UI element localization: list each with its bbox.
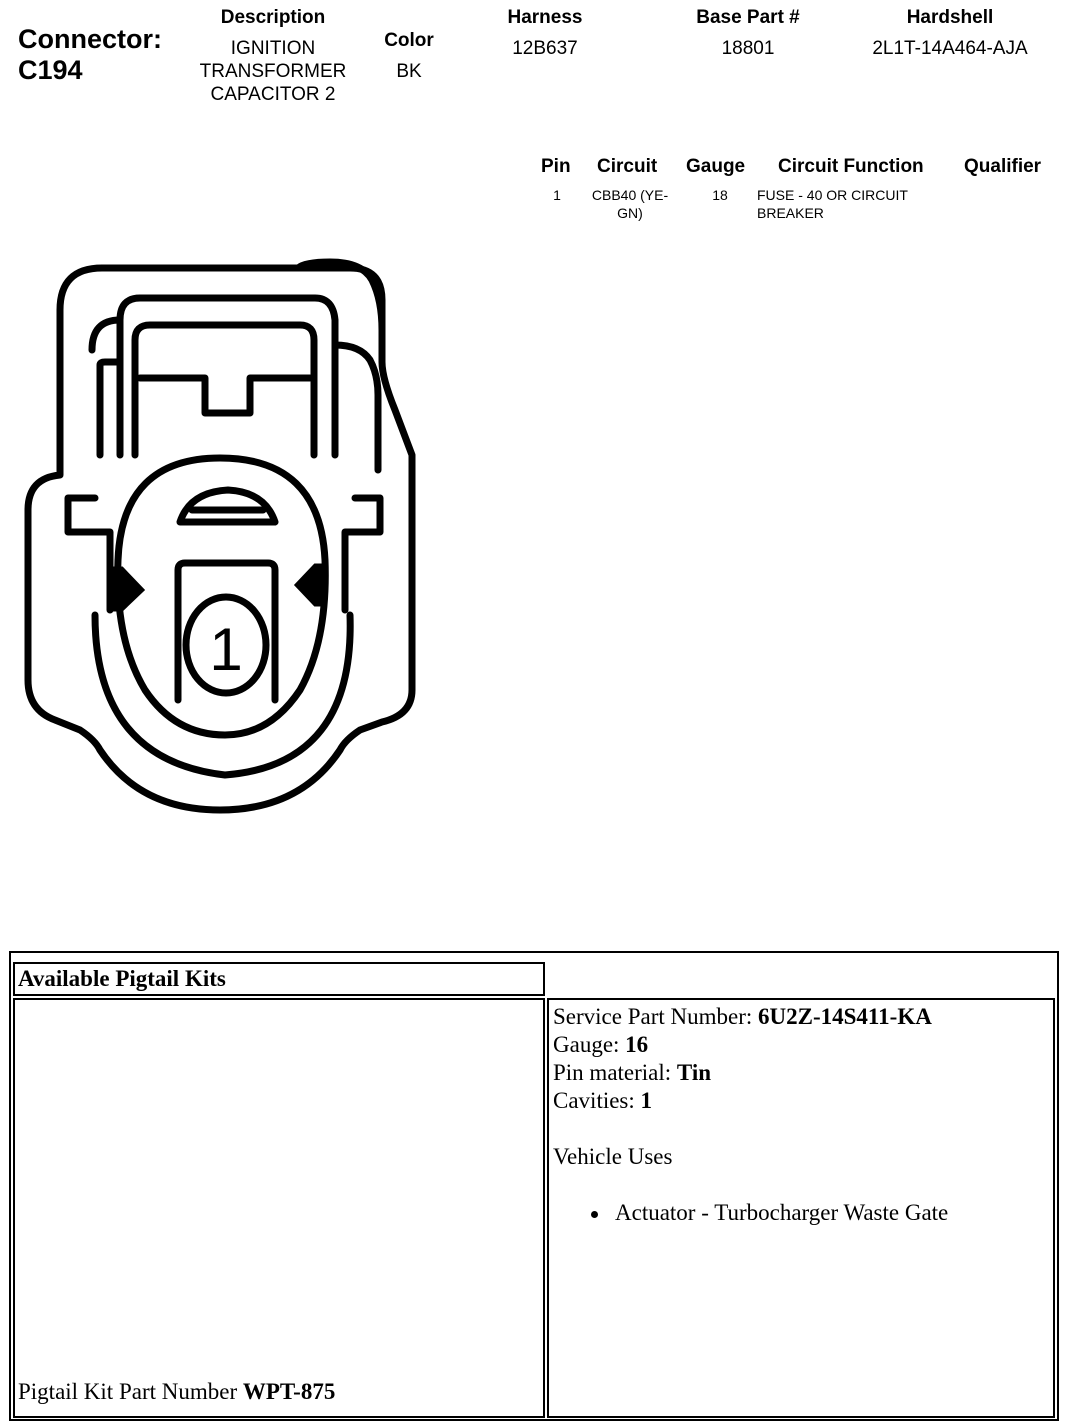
service-label: Service Part Number: (553, 1004, 759, 1029)
service-value: 6U2Z-14S411-KA (758, 1004, 932, 1029)
right-polarity-marker (296, 565, 325, 605)
circuit-header: Circuit (597, 156, 658, 177)
hardshell-value: 2L1T-14A464-AJA (872, 38, 1028, 59)
gauge-line (553, 1031, 1053, 1059)
pin-gauge: 18 (712, 187, 728, 203)
qualifier-header: Qualifier (964, 156, 1042, 177)
pin-material-label: Pin material: (553, 1060, 677, 1085)
pigtail-kit-part-number (18, 1378, 335, 1406)
pigtail-details-cell (547, 998, 1055, 1418)
pigtail-details (549, 1000, 1053, 1227)
latch-side-right (335, 345, 378, 470)
connector-label: Connector: (18, 24, 162, 54)
description-value (182, 37, 364, 106)
pin-material-line (553, 1059, 1053, 1087)
service-part-number (553, 1003, 1053, 1031)
vehicle-uses-title: Vehicle Uses (553, 1144, 673, 1169)
list-item: Actuator - Turbocharger Waste Gate (553, 1199, 1053, 1227)
color-header: Color (384, 30, 434, 51)
gauge-label: Gauge: (553, 1032, 626, 1057)
cavities-label: Cavities: (553, 1088, 641, 1113)
right-ear (345, 498, 380, 610)
cavities-line (553, 1087, 1053, 1115)
harness-header: Harness (507, 7, 583, 28)
pigtail-image-cell (13, 998, 545, 1418)
pin-circuit-line: CBB40 (YE- (591, 187, 669, 203)
circuit-function-header: Circuit Function (778, 156, 924, 177)
connector-face-diagram (0, 240, 450, 840)
latch-side-left (92, 320, 120, 350)
connector-title (18, 24, 162, 86)
base-part-value: 18801 (721, 38, 775, 59)
latch-tab (140, 378, 310, 413)
left-ear (68, 498, 110, 610)
gauge-value: 16 (625, 1032, 649, 1057)
vehicle-uses-list (553, 1199, 1053, 1227)
description-line: TRANSFORMER (199, 61, 347, 82)
description-line: IGNITION (230, 38, 316, 59)
kit-part-value: WPT-875 (242, 1379, 336, 1404)
description-header: Description (220, 7, 326, 28)
kit-part-label: Pigtail Kit Part Number (18, 1379, 243, 1404)
pin-1-label: 1 (209, 616, 243, 683)
pin-material-value: Tin (676, 1060, 712, 1085)
connector-id: C194 (18, 55, 83, 85)
left-polarity-marker (112, 568, 143, 610)
pin-function-line: FUSE - 40 OR CIRCUIT (757, 187, 908, 203)
color-value: BK (396, 61, 422, 82)
pin-function (757, 186, 957, 222)
pin-number: 1 (553, 187, 561, 203)
pin-function-line: BREAKER (757, 205, 824, 221)
base-part-header: Base Part # (696, 7, 800, 28)
pigtail-title: Available Pigtail Kits (18, 966, 226, 991)
left-lug (100, 362, 118, 455)
latch-block (135, 325, 314, 455)
dome-marker (180, 490, 275, 522)
pin-header: Pin (541, 156, 571, 177)
cavities-value: 1 (640, 1088, 653, 1113)
gauge-header: Gauge (686, 156, 746, 177)
pin-circuit (580, 186, 680, 222)
description-line: CAPACITOR 2 (210, 84, 336, 105)
hardshell-header: Hardshell (906, 7, 994, 28)
harness-value: 12B637 (512, 38, 578, 59)
pigtail-title-cell (13, 962, 545, 996)
pin-circuit-line: GN) (617, 205, 643, 221)
